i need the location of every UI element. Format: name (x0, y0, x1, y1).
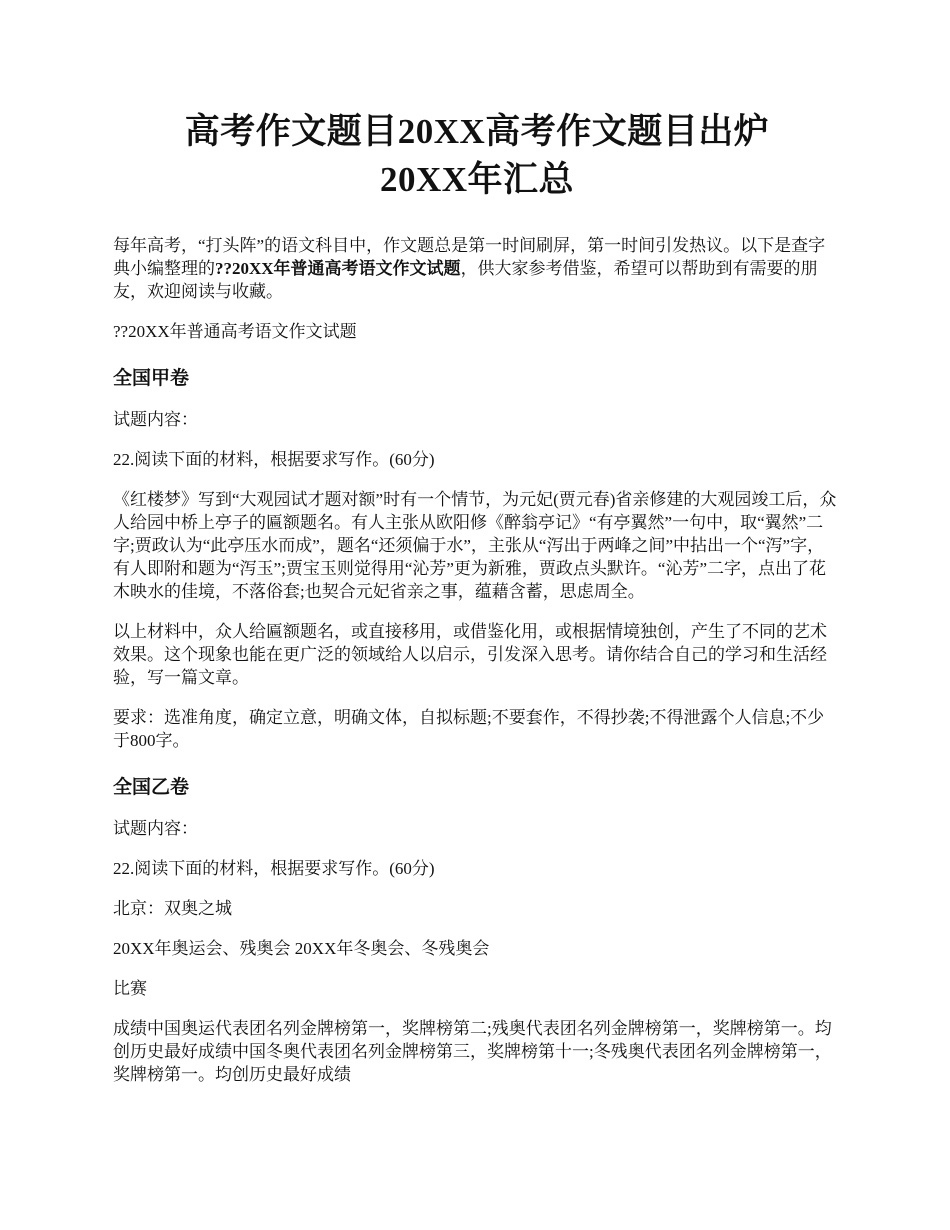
section2-question: 22.阅读下面的材料，根据要求写作。(60分) (113, 859, 435, 878)
section-heading-yi: 全国乙卷 (113, 776, 190, 798)
document-page (113, 108, 841, 1103)
section1-material: 《红楼梦》写到“大观园试才题对额”时有一个情节，为元妃(贾元春)省亲修建的大观园竣工后，众人给园中桥上亭子的匾额题名。有人主张从欧阳修《醉翁亭记》“有亭翼然”一句中，取“翼然”二字;贾政认为“此亭压水而成”，题名“还须偏于水”，主张从“泻出于两峰之间”中拈出一个“泻”字，有人即附和题为“泻玉”;贾宝玉则觉得用“沁芳”更为新雅，贾政点头默许。“沁芳”二字，点出了花木映水的佳境，不落俗套;也契合元妃省亲之事，蕴藉含蓄，思虑周全。 (113, 490, 837, 601)
section1-label: 试题内容： (113, 410, 198, 429)
intro-text-end: ，供大家参考借鉴，希望可以帮助到有需要的朋友，欢迎阅读与收藏。 (113, 259, 818, 301)
section2-line-1: 北京：双奥之城 (113, 899, 232, 918)
section2-line-3: 比赛 (113, 979, 147, 998)
title-line-1: 高考作文题目20XX高考作文题目出炉 (184, 112, 770, 151)
section1-prompt: 以上材料中，众人给匾额题名，或直接移用，或借鉴化用，或根据情境独创，产生了不同的艺术效果。这个现象也能在更广泛的领域给人以启示，引发深入思考。请你结合自己的学习和生活经验，写一篇文章。 (113, 622, 827, 687)
section2-line-4: 成绩中国奥运代表团名列金牌榜第一，奖牌榜第二;残奥代表团名列金牌榜第一，奖牌榜第一。均创历史最好成绩中国冬奥代表团名列金牌榜第三，奖牌榜第十一;冬残奥代表团名列金牌榜第一，奖牌榜第一。均创历史最好成绩 (113, 1019, 832, 1084)
intro-text-start: 每年高考，“打头阵”的语文科目中，作文题总是第一时间刷屏，第一时间引发热议。以下是查字典小编整理的 (113, 236, 826, 278)
intro-paragraph (113, 234, 841, 303)
section1-requirements: 要求：选准角度，确定立意，明确文体，自拟标题;不要套作，不得抄袭;不得泄露个人信息;不少于800字。 (113, 708, 825, 750)
title-line-2: 20XX年汇总 (379, 160, 575, 199)
document-title (113, 108, 841, 204)
section2-line-2: 20XX年奥运会、残奥会 20XX年冬奥会、冬残奥会 (113, 939, 490, 958)
section-heading-jia: 全国甲卷 (113, 367, 190, 389)
intro-bold-text: ??20XX年普通高考语文作文试题 (215, 259, 461, 278)
subtitle-line: ??20XX年普通高考语文作文试题 (113, 322, 357, 341)
section1-question: 22.阅读下面的材料，根据要求写作。(60分) (113, 450, 435, 469)
section2-label: 试题内容： (113, 819, 198, 838)
